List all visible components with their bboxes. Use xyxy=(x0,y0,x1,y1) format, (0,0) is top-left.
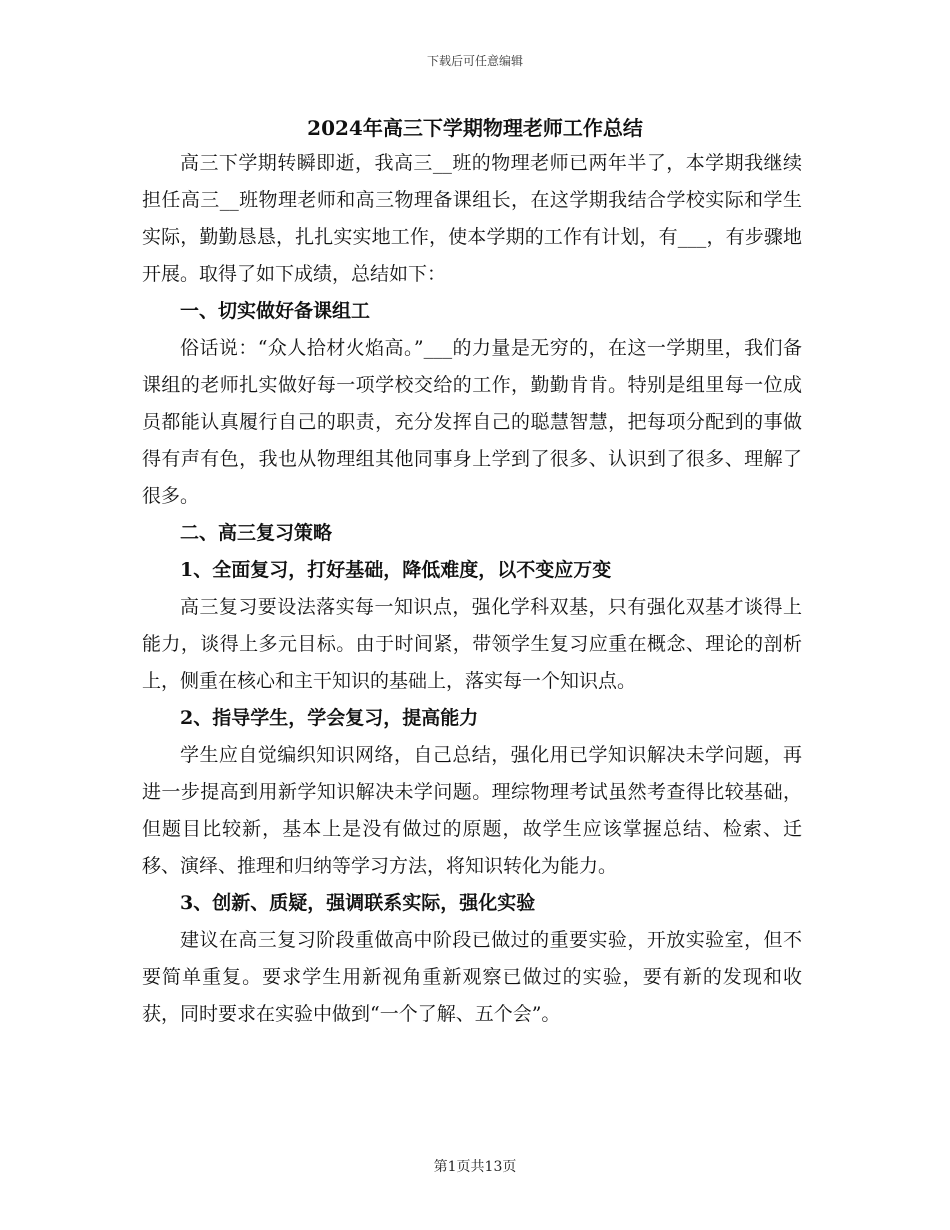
subsection-heading-1: 1、全面复习，打好基础，降低难度，以不变应万变 xyxy=(180,559,612,581)
document-body xyxy=(142,145,802,1033)
section-heading-1: 一、切实做好备课组工 xyxy=(180,300,371,322)
body-paragraph: 建议在高三复习阶段重做高中阶段已做过的重要实验，开放实验室，但不要简单重复。要求学生用新视角重新观察已做过的实验，要有新的发现和收获，同时要求在实验中做到“一个了解、五个会”。 xyxy=(142,929,802,1025)
body-paragraph: 高三复习要设法落实每一知识点，强化学科双基，只有强化双基才谈得上能力，谈得上多元目标。由于时间紧，带领学生复习应重在概念、理论的剖析上，侧重在核心和主干知识的基础上，落实每一个知识点。 xyxy=(142,596,802,692)
section-heading-2: 二、高三复习策略 xyxy=(180,522,333,544)
page-number: 第1页共13页 xyxy=(433,1159,517,1175)
intro-paragraph: 高三下学期转瞬即逝，我高三__班的物理老师已两年半了，本学期我继续担任高三__班物理老师和高三物理备课组长，在这学期我结合学校实际和学生实际，勤勤恳恳，扎扎实实地工作，使本学期的工作有计划，有___，有步骤地开展。取得了如下成绩，总结如下： xyxy=(142,152,802,285)
header-note: 下载后可任意编辑 xyxy=(426,54,523,68)
body-paragraph: 俗话说：“众人拾材火焰高。”___的力量是无穷的，在这一学期里，我们备课组的老师扎实做好每一项学校交给的工作，勤勤肯肯。特别是组里每一位成员都能认真履行自己的职责，充分发挥自己的聪慧智慧，把每项分配到的事做得有声有色，我也从物理组其他同事身上学到了很多、认识到了很多、理解了很多。 xyxy=(142,337,802,507)
subsection-heading-3: 3、创新、质疑，强调联系实际，强化实验 xyxy=(180,892,536,914)
document-title: 2024年高三下学期物理老师工作总结 xyxy=(307,116,643,140)
body-paragraph: 学生应自觉编织知识网络，自己总结，强化用已学知识解决未学问题，再进一步提高到用新学知识解决未学问题。理综物理考试虽然考查得比较基础，但题目比较新，基本上是没有做过的原题，故学生应该掌握总结、检索、迁移、演绎、推理和归纳等学习方法，将知识转化为能力。 xyxy=(142,744,802,877)
subsection-heading-2: 2、指导学生，学会复习，提高能力 xyxy=(180,707,479,729)
